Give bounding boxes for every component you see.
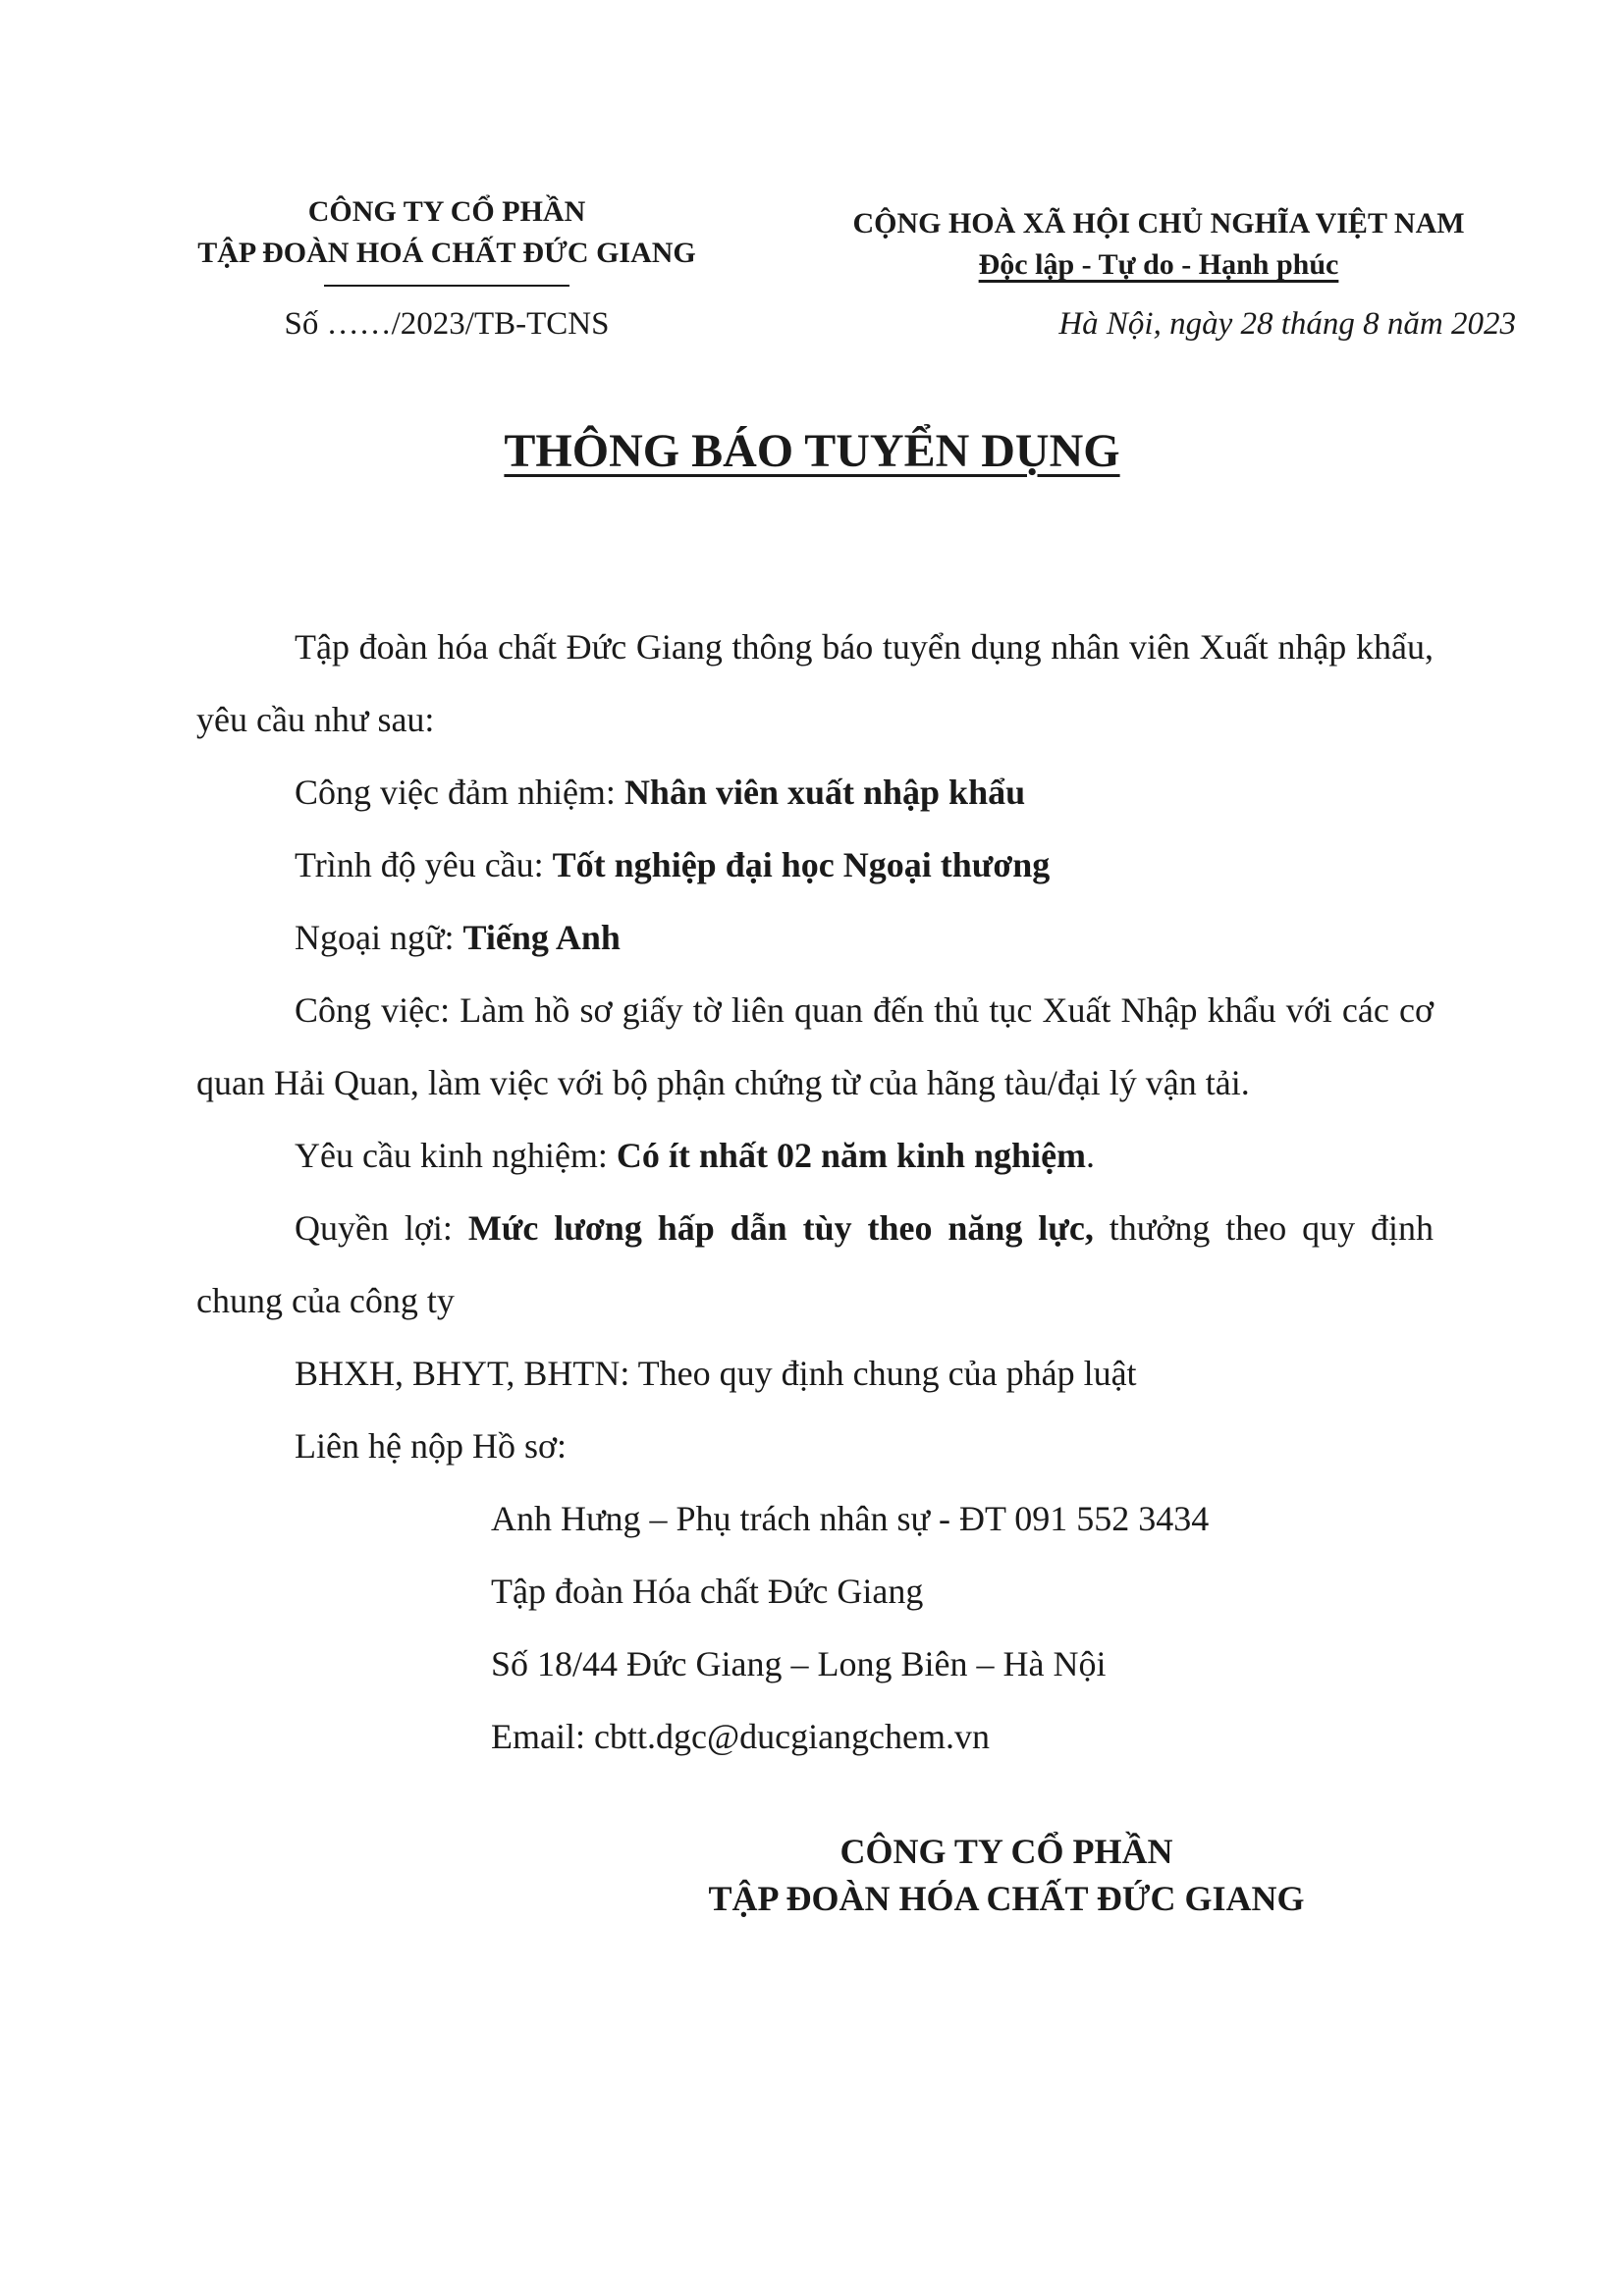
document-number: Số ……/2023/TB-TCNS bbox=[284, 306, 610, 342]
experience-value: Có ít nhất 02 năm kinh nghiệm bbox=[616, 1136, 1087, 1175]
language-line bbox=[196, 901, 1434, 974]
signature-line2: TẬP ĐOÀN HÓA CHẤT ĐỨC GIANG bbox=[708, 1879, 1305, 1918]
contact-company: Tập đoàn Hóa chất Đức Giang bbox=[491, 1572, 924, 1611]
experience-end: . bbox=[1086, 1136, 1096, 1175]
company-type: CÔNG TY CỔ PHẦN bbox=[307, 195, 586, 228]
position-value: Nhân viên xuất nhập khẩu bbox=[623, 773, 1026, 812]
language-value: Tiếng Anh bbox=[462, 918, 621, 957]
benefits-paragraph bbox=[196, 1192, 1434, 1337]
position-label: Công việc đảm nhiệm: bbox=[295, 773, 624, 812]
country-name: CỘNG HOÀ XÃ HỘI CHỦ NGHĨA VIỆT NAM bbox=[852, 207, 1465, 240]
notice-body bbox=[196, 611, 1434, 1773]
signature-line1: CÔNG TY CỔ PHẦN bbox=[839, 1832, 1173, 1871]
duties-paragraph: Công việc: Làm hồ sơ giấy tờ liên quan đến thủ tục Xuất Nhập khẩu với các cơ quan Hải Quan, làm việc với bộ phận chứng từ của hãng tàu/đại lý vận tải. bbox=[196, 990, 1434, 1102]
intro-paragraph: Tập đoàn hóa chất Đức Giang thông báo tuyển dụng nhân viên Xuất nhập khẩu, yêu cầu như sau: bbox=[196, 627, 1434, 739]
contact-address: Số 18/44 Đức Giang – Long Biên – Hà Nội bbox=[491, 1644, 1107, 1683]
benefits-label: Quyền lợi: bbox=[295, 1208, 468, 1248]
page-title-text: THÔNG BÁO TUYỂN DỤNG bbox=[504, 425, 1120, 477]
motto bbox=[766, 244, 1551, 286]
contact-email: Email: cbtt.dgc@ducgiangchem.vn bbox=[491, 1717, 991, 1756]
signature-block bbox=[687, 1828, 1326, 1922]
company-header-rule bbox=[324, 285, 569, 287]
national-motto bbox=[766, 203, 1551, 286]
contact-heading: Liên hệ nộp Hồ sơ: bbox=[295, 1426, 567, 1466]
benefits-value: Mức lương hấp dẫn tùy theo năng lực, bbox=[467, 1208, 1094, 1248]
position-line bbox=[196, 756, 1434, 828]
language-label: Ngoại ngữ: bbox=[295, 918, 463, 957]
education-value: Tốt nghiệp đại học Ngoại thương bbox=[552, 845, 1051, 884]
education-label: Trình độ yêu cầu: bbox=[295, 845, 553, 884]
benefits-rest: thưởng theo quy định chung của công ty bbox=[196, 1208, 1434, 1320]
insurance-line: BHXH, BHYT, BHTN: Theo quy định chung của pháp luật bbox=[295, 1354, 1137, 1393]
contact-person: Anh Hưng – Phụ trách nhân sự - ĐT 091 552 3434 bbox=[491, 1499, 1210, 1538]
company-name: TẬP ĐOÀN HOÁ CHẤT ĐỨC GIANG bbox=[197, 237, 696, 269]
experience-label: Yêu cầu kinh nghiệm: bbox=[295, 1136, 617, 1175]
issue-date: Hà Nội, ngày 28 tháng 8 năm 2023 bbox=[1058, 306, 1516, 342]
motto-text: Độc lập - Tự do - Hạnh phúc bbox=[978, 248, 1339, 281]
page-title bbox=[0, 424, 1624, 478]
company-header bbox=[157, 191, 736, 274]
education-line bbox=[196, 828, 1434, 901]
experience-line bbox=[196, 1119, 1434, 1192]
